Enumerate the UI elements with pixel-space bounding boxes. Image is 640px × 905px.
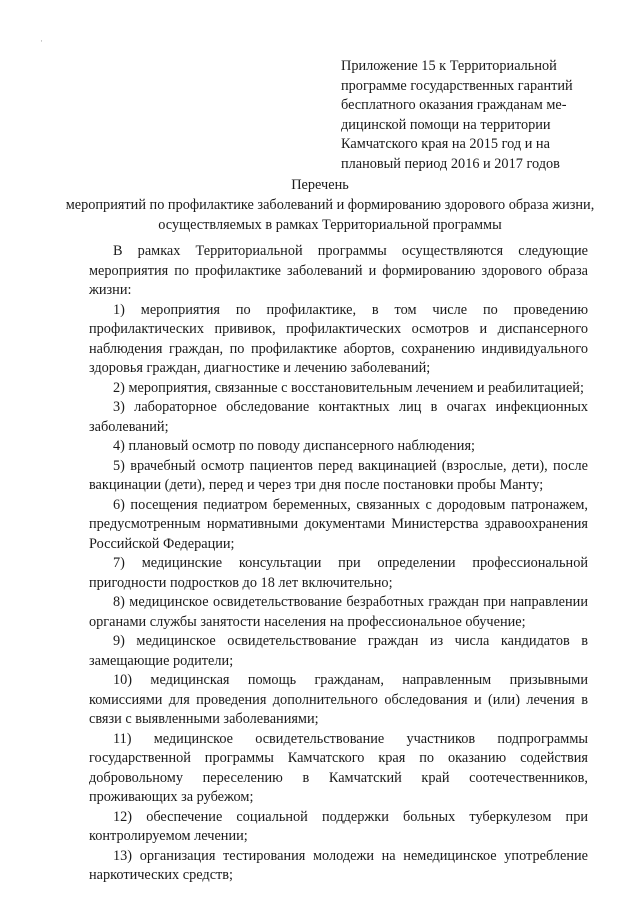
list-item: 3) лабораторное обследование контактных лиц в очагах инфекционных заболеваний; — [89, 399, 588, 435]
appendix-line: Приложение 15 к Территориальной — [341, 58, 557, 74]
list-item: 13) организация тестирования молодежи на немедицинское употребление наркотических средств; — [89, 847, 588, 883]
list-item: 2) мероприятия, связанные с восстановительным лечением и реабилитацией; — [113, 379, 584, 396]
appendix-line: плановый период 2016 и 2017 годов — [341, 155, 560, 172]
document-title: Перечень — [291, 177, 349, 193]
document-body — [89, 242, 588, 886]
list-item: 9) медицинское освидетельствование граждан из числа кандидатов в замещающие родители; — [89, 633, 588, 669]
appendix-line: бесплатного оказания гражданам ме- — [341, 97, 567, 114]
list-item: 8) медицинское освидетельствование безработных граждан при направлении органами службы занятости населения на профессиональное обучение; — [89, 594, 588, 630]
margin-mark: · — [40, 36, 43, 46]
appendix-line: программе государственных гарантий — [341, 77, 573, 94]
intro-paragraph: В рамках Территориальной программы осуществляются следующие мероприятия по профилактике заболеваний и формированию здорового образа жизни: — [89, 243, 588, 298]
appendix-line: Камчатского края на 2015 год и на — [341, 136, 550, 153]
list-item: 1) мероприятия по профилактике, в том числе по проведению профилактических прививок, профилактических осмотров и диспансерного наблюдения граждан, по профилактике абортов, сохранению индивидуального здоровья граждан, диагностике и лечению заболеваний; — [89, 301, 588, 376]
list-item: 11) медицинское освидетельствование участников подпрограммы государственной программы Камчатского края по оказанию содействия добровольному переселению в Камчатский край соотечественников, проживающих за рубежом; — [89, 730, 588, 805]
list-item: 10) медицинская помощь гражданам, направленным призывными комиссиями для проведения дополнительного обследования и (или) лечения в связи с выявленными заболеваниями; — [89, 672, 588, 727]
list-item: 5) врачебный осмотр пациентов перед вакцинацией (взрослые, дети), после вакцинации (дети), перед и через три дня после постановки пробы Манту; — [89, 457, 588, 493]
list-item: 7) медицинские консультации при определении профессиональной пригодности подростков до 18 лет включительно; — [89, 555, 588, 591]
appendix-header — [341, 57, 601, 175]
list-item: 4) плановый осмотр по поводу диспансерного наблюдения; — [113, 438, 475, 454]
appendix-line: дицинской помощи на территории — [341, 116, 551, 133]
list-item: 6) посещения педиатром беременных, связанных с дородовым патронажем, предусмотренным нормативными документами Министерства здравоохранения Российской Федерации; — [89, 496, 588, 552]
list-item: 12) обеспечение социальной поддержки больных туберкулезом при контролируемом лечении; — [89, 808, 588, 844]
document-subtitle: мероприятий по профилактике заболеваний и формированию здорового образа жизни, осуществляемых в рамках Территориальной программы — [65, 197, 595, 233]
